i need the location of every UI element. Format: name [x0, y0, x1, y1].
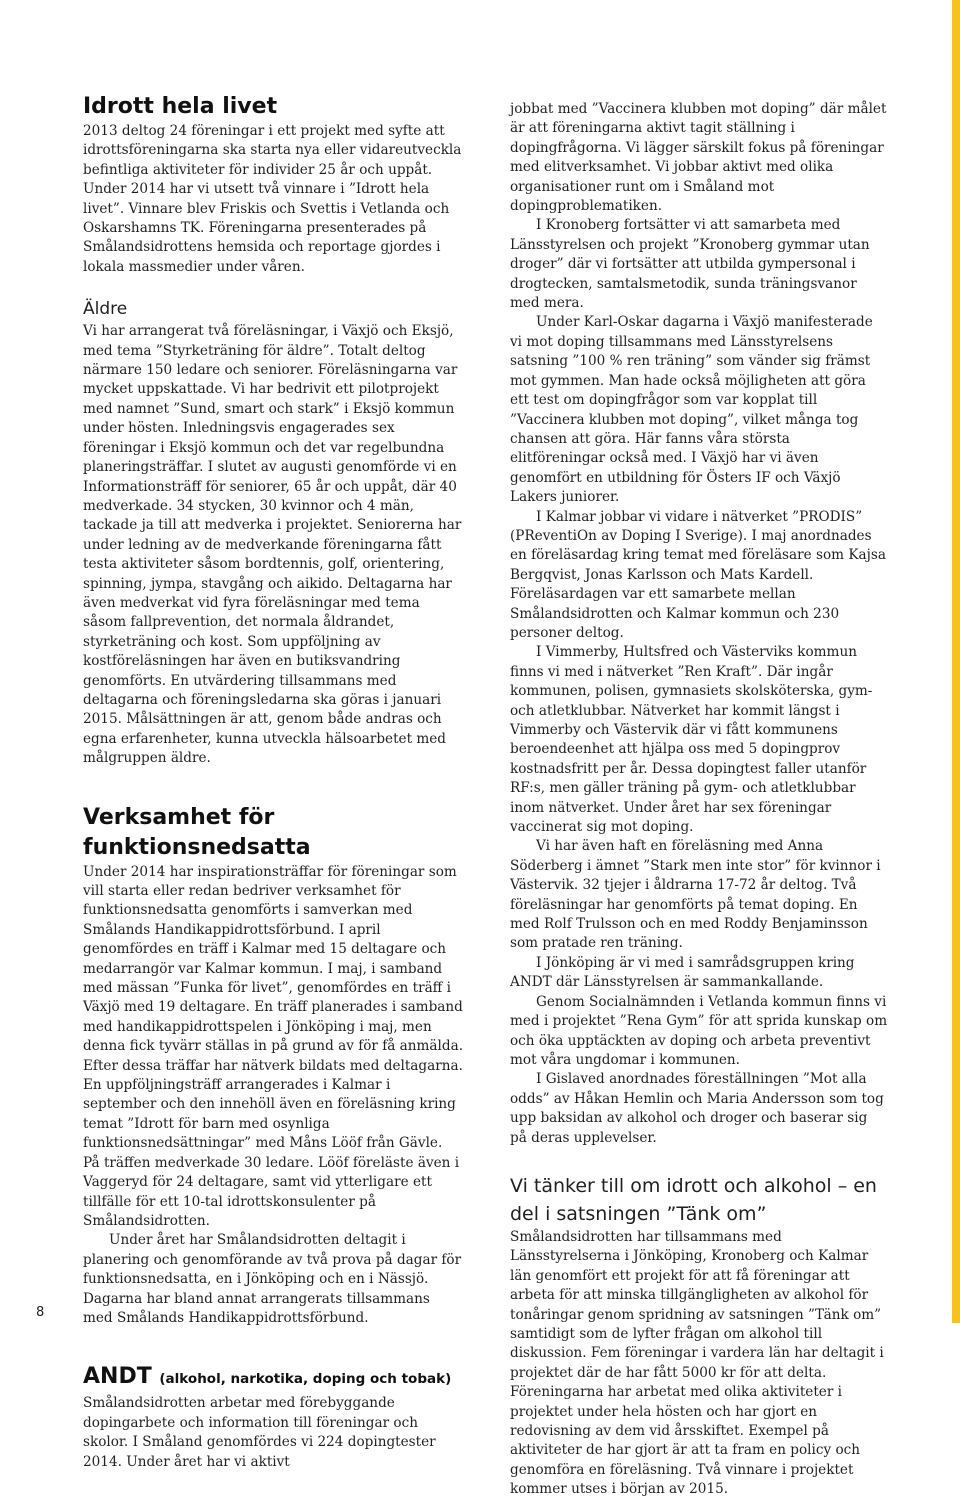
heading-andt-subtitle: (alkohol, narkotika, doping och tobak) — [159, 1371, 452, 1388]
heading-idrott-hela-livet: Idrott hela livet — [83, 94, 278, 119]
heading-andt-title: ANDT — [83, 1364, 152, 1390]
left-column — [83, 92, 463, 1472]
paragraph-vastervik: Vi har även haft en föreläsning med Anna Söderberg i ämnet ”Stark men inte stor” för kvinnor i Västervik. 32 tjejer i åldrarna 17-72 år deltog. Två föreläsningar har genomförts på temat doping. En med Rolf Trulsson och en med Roddy Benjaminsson som pratade ren träning. — [510, 838, 881, 952]
paragraph-kalmar: I Kalmar jobbar vi vidare i nätverket ”PRODIS” (PReventiOn av Doping I Sverige). I maj anordnades en föreläsardag kring temat med föreläsare som Kajsa Bergqvist, Jonas Karlsson och Mats Kardell. Föreläsardagen var ett samarbete mellan Smålandsidrotten och Kalmar kommun och 230 personer deltog. — [510, 508, 886, 641]
paragraph-idrott-hela-livet: 2013 deltog 24 föreningar i ett projekt med syfte att idrottsföreningarna ska starta nya eller vidareutveckla befintliga aktiviteter för individer 25 år och uppåt. Under 2014 har vi utsett två vinnare i ”Idrott hela livet”. Vinnare blev Friskis och Svettis i Vetlanda och Oskarshamns TK. Föreningarna presenterades på Smålandsidrottens hemsida och reportage gjordes i lokala massmedier under våren. — [83, 123, 462, 275]
paragraph-funktionsnedsatta-1: Under 2014 har inspirationsträffar för föreningar som vill starta eller redan bedriver verksamhet för funktionsnedsatta genomförts i samverkan med Smålands Handikappidrottsförbund. I april genomfördes en träff i Kalmar med 15 deltagare och medarrangör var Kalmar kommun. I maj, i samband med mässan ”Funka för livet”, genomfördes en träff i Växjö med 19 deltagare. En träff planerades i samband med handikappidrottspelen i Jönköping i maj, men denna fick tyvärr ställas in på grund av för få anmälda. Efter dessa träffar har nätverk bildats med deltagarna. En uppföljningsträff arrangerades i Kalmar i september och den innehöll även en föreläsning kring temat ”Idrott för barn med osynliga funktionsnedsättningar” med Måns Lööf från Gävle. På träffen medverkade 30 ledare. Lööf föreläste även i Vaggeryd för 24 deltagare, samt vid ytterligare ett tillfälle för ett 10-tal idrottskonsulenter på Smålandsidrotten. — [83, 863, 464, 1229]
paragraph-andt: Smålandsidrotten arbetar med förebyggande dopingarbete och information till föreningar och skolor. I Småland genomfördes vi 224 dopingtester 2014. Under året har vi aktivt — [83, 1395, 436, 1470]
paragraph-aldre: Vi har arrangerat två föreläsningar, i Växjö och Eksjö, med tema ”Styrketräning för äldre”. Totalt deltog närmare 150 ledare och seniorer. Föreläsningarna var mycket uppskattade. Vi har bedrivit ett pilotprojekt med namnet ”Sund, smart och stark” i Eksjö kommun under hösten. Inledningsvis engagerades sex föreningar i Eksjö kommun och det var regelbundna planeringsträffar. I slutet av augusti genomförde vi en Informationsträff för seniorer, 65 år och uppåt, där 40 medverkade. 34 stycken, 30 kvinnor och 4 män, tackade ja till att medverka i projektet. Seniorerna har under ledning av de medverkande föreningarna fått testa aktiviteter såsom bordtennis, golf, orientering, spinning, jympa, stavgång och aikido. Deltagarna har även medverkat vid fyra föreläsningar med tema såsom fallprevention, det normala åldrandet, styrketräning och kost. Som uppföljning av kostföreläsningen har även en butiksvandring genomförts. En utvärdering tillsammans med deltagarna och föreningsledarna ska göras i januari 2015. Målsättningen är att, genom både andras och egna erfarenheter, kunna utveckla hälsoarbetet med målgruppen äldre. — [83, 323, 462, 767]
paragraph-gislaved: I Gislaved anordnades föreställningen ”Mot alla odds” av Håkan Hemlin och Maria Andersson som tog upp baksidan av alkohol och droger och baserar sig på deras upplevelser. — [510, 1071, 884, 1146]
right-column — [510, 100, 888, 1500]
paragraph-karl-oskar: Under Karl-Oskar dagarna i Växjö manifesterade vi mot doping tillsammans med Länsstyrelsens satsning ”100 % ren träning” som vänder sig främst mot gymmen. Man hade också möjligheten att göra ett test om dopingfrågor som var kopplat till ”Vaccinera klubben mot doping”, vilket många tog chansen att göra. Här fanns våra största elitföreningar också med. I Växjö har vi även genomfört en utbildning för Östers IF och Växjö Lakers juniorer. — [510, 314, 873, 506]
heading-tank-om: Vi tänker till om idrott och alkohol – en del i satsningen ”Tänk om” — [510, 1174, 877, 1225]
paragraph-vimmerby: I Vimmerby, Hultsfred och Västerviks kommun finns vi med i nätverket ”Ren Kraft”. Där ingår kommunen, polisen, gymnasiets skolsköterska, gym- och atletklubbar. Nätverket har kommit längst i Vimmerby och Västervik där vi fått kommunens beroendeenhet att hjälpa oss med 5 dopingprov kostnadsfritt per år. Dessa dopingtest faller utanför RF:s, men gäller träning på gym- och atletklubbar inom nätverket. Under året har sex föreningar vaccinerat sig mot doping. — [510, 644, 873, 836]
paragraph-vaccinera: jobbat med ”Vaccinera klubben mot doping” där målet är att föreningarna aktivt tagit ställning i dopingfrågorna. Vi lägger särskilt fokus på föreningar med elitverksamhet. Vi jobbar aktivt med olika organisationer runt om i Småland mot dopingproblematiken. — [510, 101, 887, 215]
paragraph-vetlanda: Genom Socialnämnden i Vetlanda kommun finns vi med i projektet ”Rena Gym” för att sprida kunskap om och öka upptäckten av doping och arbeta preventivt mot våra ungdomar i kommunen. — [510, 993, 888, 1068]
heading-funktionsnedsatta: Verksamhet för funktionsnedsatta — [83, 804, 311, 860]
paragraph-funktionsnedsatta-2: Under året har Smålandsidrotten deltagit i planering och genomförande av två prova på dagar för funktionsnedsatta, en i Jönköping och en i Nässjö. Dagarna har bland annat arrangerats tillsammans med Smålands Handikappidrottsförbund. — [83, 1232, 462, 1326]
heading-andt — [83, 1362, 463, 1394]
page-number: 8 — [36, 1305, 45, 1320]
paragraph-tank-om: Smålandsidrotten har tillsammans med Länsstyrelserna i Jönköping, Kronoberg och Kalmar län genomfört ett projekt för att få föreningar att arbeta för att minska tillgängligheten av alkohol för tonåringar genom spridning av satsningen ”Tänk om” samtidigt som de lyfter frågan om alkohol till diskussion. Fem föreningar i vardera län har deltagit i projektet där de har fått 5000 kr för att delta. Föreningarna har arbetat med olika aktiviteter i projektet under hela hösten och har gjort en redovisning av dem vid årsskiftet. Exempel på aktiviteter de har gjort är att ta fram en policy och genomföra en föreläsning. Två vinnare i projektet kommer utses i början av 2015. — [510, 1228, 884, 1498]
paragraph-jonkoping: I Jönköping är vi med i samrådsgruppen kring ANDT där Länsstyrelsen är sammankallande. — [510, 954, 855, 991]
heading-aldre: Äldre — [83, 299, 128, 320]
accent-stripe — [952, 0, 960, 1323]
paragraph-kronoberg: I Kronoberg fortsätter vi att samarbeta med Länsstyrelsen och projekt ”Kronoberg gymmar utan droger” där vi fortsätter att utbilda gympersonal i drogtecken, samtalsmetodik, sunda träningsvanor med mera. — [510, 217, 870, 312]
